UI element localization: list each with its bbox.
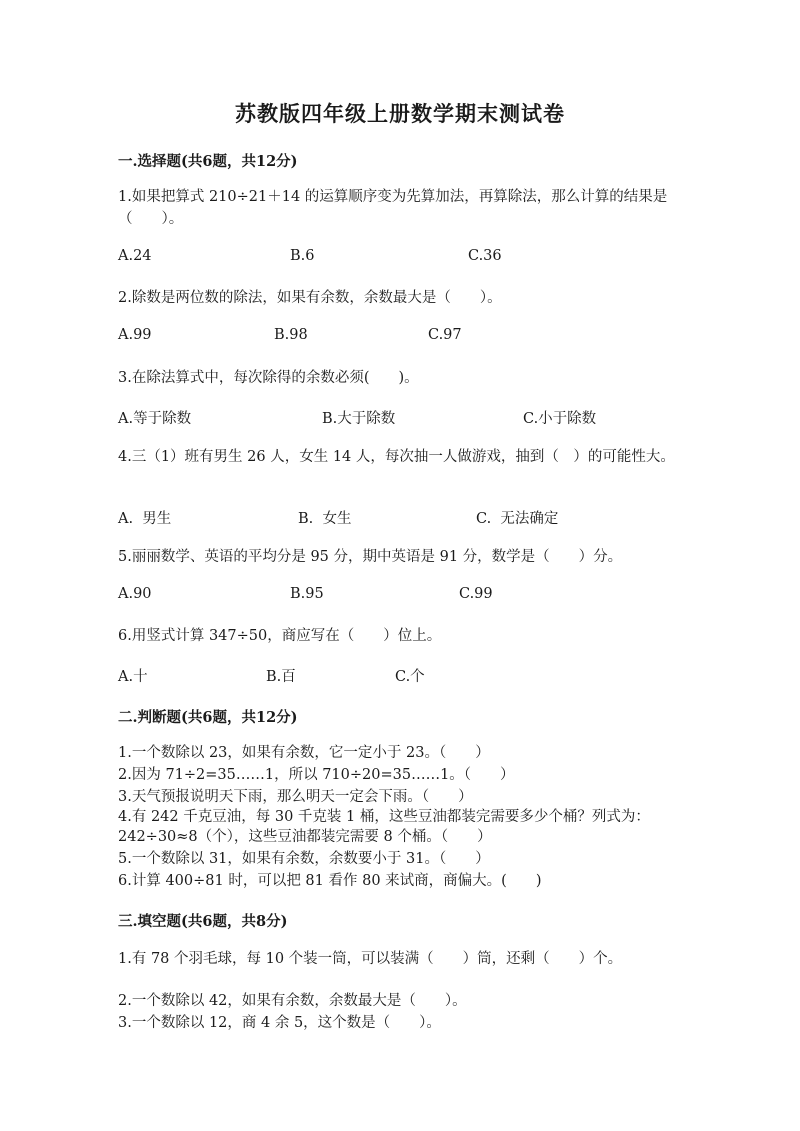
options-q1: [118, 248, 678, 270]
option-b: B.百: [266, 669, 296, 685]
judgement-item-5: 5.一个数除以 31，如果有余数，余数要小于 31。（ ）: [118, 851, 490, 867]
option-b: B.大于除数: [322, 411, 396, 427]
option-a: A.99: [118, 327, 152, 343]
judgement-item-6: 6.计算 400÷81 时，可以把 81 看作 80 来试商，商偏大。( ): [118, 873, 542, 889]
option-c: C.36: [468, 248, 502, 264]
option-b: B.6: [290, 248, 315, 264]
option-a: A.等于除数: [118, 411, 192, 427]
options-q6: [118, 665, 678, 687]
section-heading-fill-blank: 三.填空题(共6题，共8分): [118, 913, 288, 930]
options-q2: [118, 327, 678, 349]
option-c: C.小于除数: [523, 411, 597, 427]
question-3: 3.在除法算式中，每次除得的余数必须( )。: [118, 370, 419, 386]
option-b: B.98: [274, 327, 308, 343]
question-6: 6.用竖式计算 347÷50，商应写在（ ）位上。: [118, 628, 442, 644]
fill-item-1: 1.有 78 个羽毛球，每 10 个装一筒，可以装满（ ）筒，还剩（ ）个。: [118, 951, 623, 967]
judgement-item-4: 4.有 242 千克豆油，每 30 千克装 1 桶，这些豆油都装完需要多少个桶？列式为：242÷30≈8（个），这些豆油都装完需要 8 个桶。（ ）: [118, 809, 650, 845]
option-c: C.97: [428, 327, 462, 343]
option-a: A. 男生: [118, 511, 172, 527]
judgement-item-1: 1.一个数除以 23，如果有余数，它一定小于 23。（ ）: [118, 745, 490, 761]
option-a: A.90: [118, 586, 152, 602]
options-q5: [118, 586, 678, 608]
question-2: 2.除数是两位数的除法，如果有余数，余数最大是（ ）。: [118, 290, 502, 306]
section-heading-judgement: 二.判断题(共6题，共12分): [118, 709, 298, 726]
option-c: C.个: [395, 669, 425, 685]
question-4: 4.三（1）班有男生 26 人，女生 14 人，每次抽一人做游戏，抽到（ ）的可能性大。: [118, 449, 675, 465]
option-c: C.99: [459, 586, 493, 602]
page-title: 苏教版四年级上册数学期末测试卷: [235, 101, 565, 126]
option-a: A.24: [118, 248, 152, 264]
options-q4: [118, 507, 678, 529]
fill-item-2: 2.一个数除以 42，如果有余数，余数最大是（ ）。: [118, 993, 467, 1009]
judgement-item-3: 3.天气预报说明天下雨，那么明天一定会下雨。（ ）: [118, 789, 473, 805]
option-b: B. 女生: [298, 511, 352, 527]
judgement-item-2: 2.因为 71÷2=35……1，所以 710÷20=35……1。（ ）: [118, 767, 515, 783]
options-q3: [118, 407, 678, 429]
option-a: A.十: [118, 669, 148, 685]
section-heading-choice: 一.选择题(共6题，共12分): [118, 153, 298, 170]
option-b: B.95: [290, 586, 324, 602]
option-c: C. 无法确定: [476, 511, 559, 527]
fill-item-3: 3.一个数除以 12，商 4 余 5，这个数是（ ）。: [118, 1015, 441, 1031]
question-5: 5.丽丽数学、英语的平均分是 95 分，期中英语是 91 分，数学是（ ）分。: [118, 549, 623, 565]
question-1: 1.如果把算式 210÷21＋14 的运算顺序变为先算加法，再算除法，那么计算的结果是（ ）。: [118, 189, 668, 227]
